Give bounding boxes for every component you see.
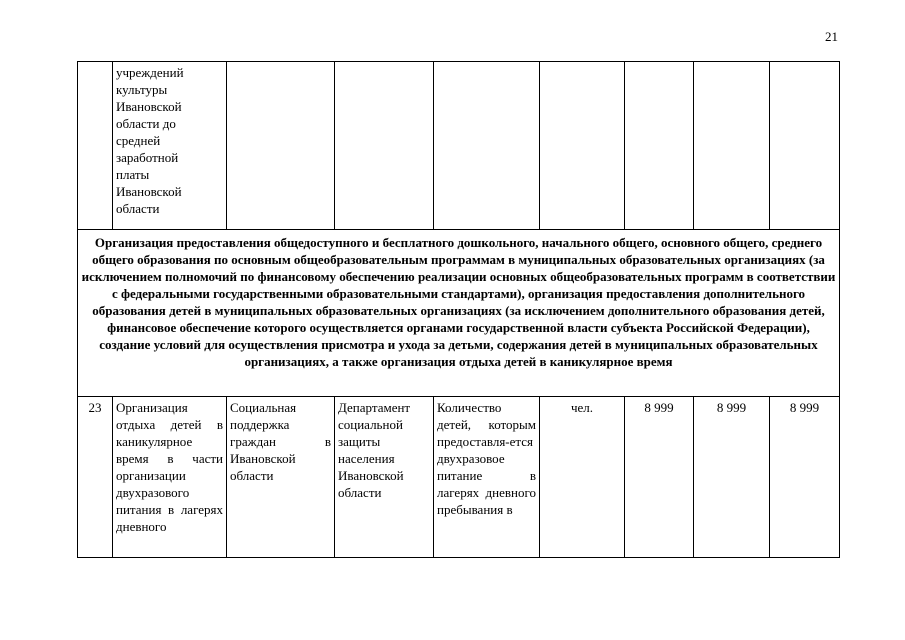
table-row bbox=[78, 397, 840, 558]
cell-measure: Организация отдыха детей в каникулярное время в части организации двухразового питания в лагерях дневного bbox=[113, 397, 227, 558]
table-row-continuation bbox=[78, 62, 840, 230]
table-row-section-header bbox=[78, 230, 840, 397]
page-number: 21 bbox=[825, 29, 838, 44]
document-table bbox=[77, 61, 840, 558]
cell-unit: чел. bbox=[540, 397, 625, 558]
section-header-text: Организация предоставления общедоступного и бесплатного дошкольного, начального общего, основного общего, среднего общего образования по основным общеобразовательным программам в муниципальных образовательных организациях (за исключением полномочий по финансовому обеспечению реализации основных общеобразовательных программ в соответствии с федеральными государственными образовательными стандартами), организация предоставления дополнительного образования детей в муниципальных образовательных организациях (за исключением дополнительного образования детей, финансовое обеспечение которого осуществляется органами государственной власти субъекта Российской Федерации), создание условий для осуществления присмотра и ухода за детьми, содержания детей в муниципальных образовательных организациях, а также организация отдыха детей в каникулярное время bbox=[78, 230, 840, 397]
cell-responsible: Департамент социальной защиты населения Ивановской области bbox=[335, 397, 434, 558]
cell-empty bbox=[694, 62, 770, 230]
cell-measure-continuation: учреждений культуры Ивановской области до средней заработной платы Ивановской области bbox=[113, 62, 227, 230]
cell-value-3: 8 999 bbox=[770, 397, 840, 558]
row-number: 23 bbox=[78, 397, 113, 558]
cell-value-2: 8 999 bbox=[694, 397, 770, 558]
cell-indicator: Количество детей, которым предоставля-ется двухразовое питание в лагерях дневного пребывания в bbox=[434, 397, 540, 558]
cell-empty bbox=[335, 62, 434, 230]
cell-empty bbox=[227, 62, 335, 230]
cell-empty bbox=[540, 62, 625, 230]
cell-empty bbox=[434, 62, 540, 230]
cell-number-empty bbox=[78, 62, 113, 230]
cell-value-1: 8 999 bbox=[625, 397, 694, 558]
cell-empty bbox=[625, 62, 694, 230]
cell-program: Социальная поддержка граждан в Ивановской области bbox=[227, 397, 335, 558]
cell-empty bbox=[770, 62, 840, 230]
